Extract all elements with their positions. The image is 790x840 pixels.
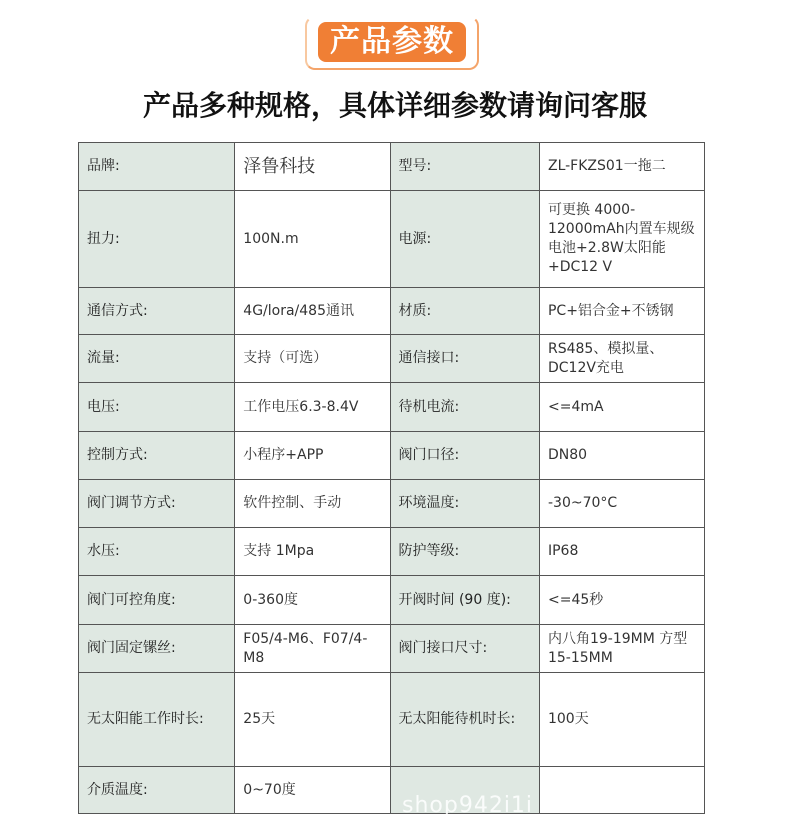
section-badge: 产品参数 <box>318 22 466 62</box>
spec-label: 扭力: <box>79 191 235 288</box>
table-row <box>79 480 705 528</box>
spec-value: 100天 <box>539 673 704 767</box>
spec-value: 支持（可选） <box>235 335 390 383</box>
page-subtitle: 产品多种规格，具体详细参数请询问客服 <box>142 89 647 122</box>
spec-label: 阀门可控角度: <box>79 576 235 625</box>
spec-value: 工作电压6.3-8.4V <box>235 383 390 432</box>
spec-value: 100N.m <box>235 191 390 288</box>
table-row <box>79 625 705 673</box>
table-row <box>79 673 705 767</box>
spec-label: 通信方式: <box>79 288 235 335</box>
spec-value: 内八角19-19MM 方型15-15MM <box>539 625 704 673</box>
table-row <box>79 191 705 288</box>
spec-label: 无太阳能工作时长: <box>79 673 235 767</box>
spec-value: PC+铝合金+不锈钢 <box>539 288 704 335</box>
spec-value: 4G/lora/485通讯 <box>235 288 390 335</box>
spec-value: 小程序+APP <box>235 432 390 480</box>
table-row <box>79 143 705 191</box>
watermark: shop942i1i <box>402 793 534 818</box>
spec-value: 0~70度 <box>235 767 390 814</box>
spec-label: 无太阳能待机时长: <box>390 673 539 767</box>
spec-value: IP68 <box>539 528 704 576</box>
spec-value: F05/4-M6、F07/4-M8 <box>235 625 390 673</box>
table-row <box>79 335 705 383</box>
spec-value: 25天 <box>235 673 390 767</box>
spec-label: 流量: <box>79 335 235 383</box>
spec-label: 阀门口径: <box>390 432 539 480</box>
spec-value: 0-360度 <box>235 576 390 625</box>
spec-label: 阀门固定镙丝: <box>79 625 235 673</box>
spec-value: -30~70°C <box>539 480 704 528</box>
spec-value: 软件控制、手动 <box>235 480 390 528</box>
spec-label: 型号: <box>390 143 539 191</box>
spec-table <box>78 142 705 814</box>
spec-label: 材质: <box>390 288 539 335</box>
spec-value: <=4mA <box>539 383 704 432</box>
spec-value: DN80 <box>539 432 704 480</box>
spec-value <box>539 767 704 814</box>
table-row <box>79 383 705 432</box>
spec-label: 控制方式: <box>79 432 235 480</box>
spec-label: 开阀时间 (90 度): <box>390 576 539 625</box>
spec-label: 品牌: <box>79 143 235 191</box>
spec-label: 电压: <box>79 383 235 432</box>
spec-label: 水压: <box>79 528 235 576</box>
spec-value: 支持 1Mpa <box>235 528 390 576</box>
spec-label: 防护等级: <box>390 528 539 576</box>
spec-label: 阀门调节方式: <box>79 480 235 528</box>
spec-value: RS485、模拟量、DC12V充电 <box>539 335 704 383</box>
table-row <box>79 432 705 480</box>
table-row <box>79 288 705 335</box>
spec-label: 通信接口: <box>390 335 539 383</box>
spec-value: 泽鲁科技 <box>235 143 390 191</box>
spec-label: 待机电流: <box>390 383 539 432</box>
spec-value: 可更换 4000-12000mAh内置车规级电池+2.8W太阳能+DC12 V <box>539 191 704 288</box>
spec-value: <=45秒 <box>539 576 704 625</box>
table-row <box>79 767 705 814</box>
table-row <box>79 576 705 625</box>
spec-label: 介质温度: <box>79 767 235 814</box>
spec-value: ZL-FKZS01一拖二 <box>539 143 704 191</box>
spec-label: 电源: <box>390 191 539 288</box>
table-row <box>79 528 705 576</box>
spec-label: 环境温度: <box>390 480 539 528</box>
spec-label: 阀门接口尺寸: <box>390 625 539 673</box>
